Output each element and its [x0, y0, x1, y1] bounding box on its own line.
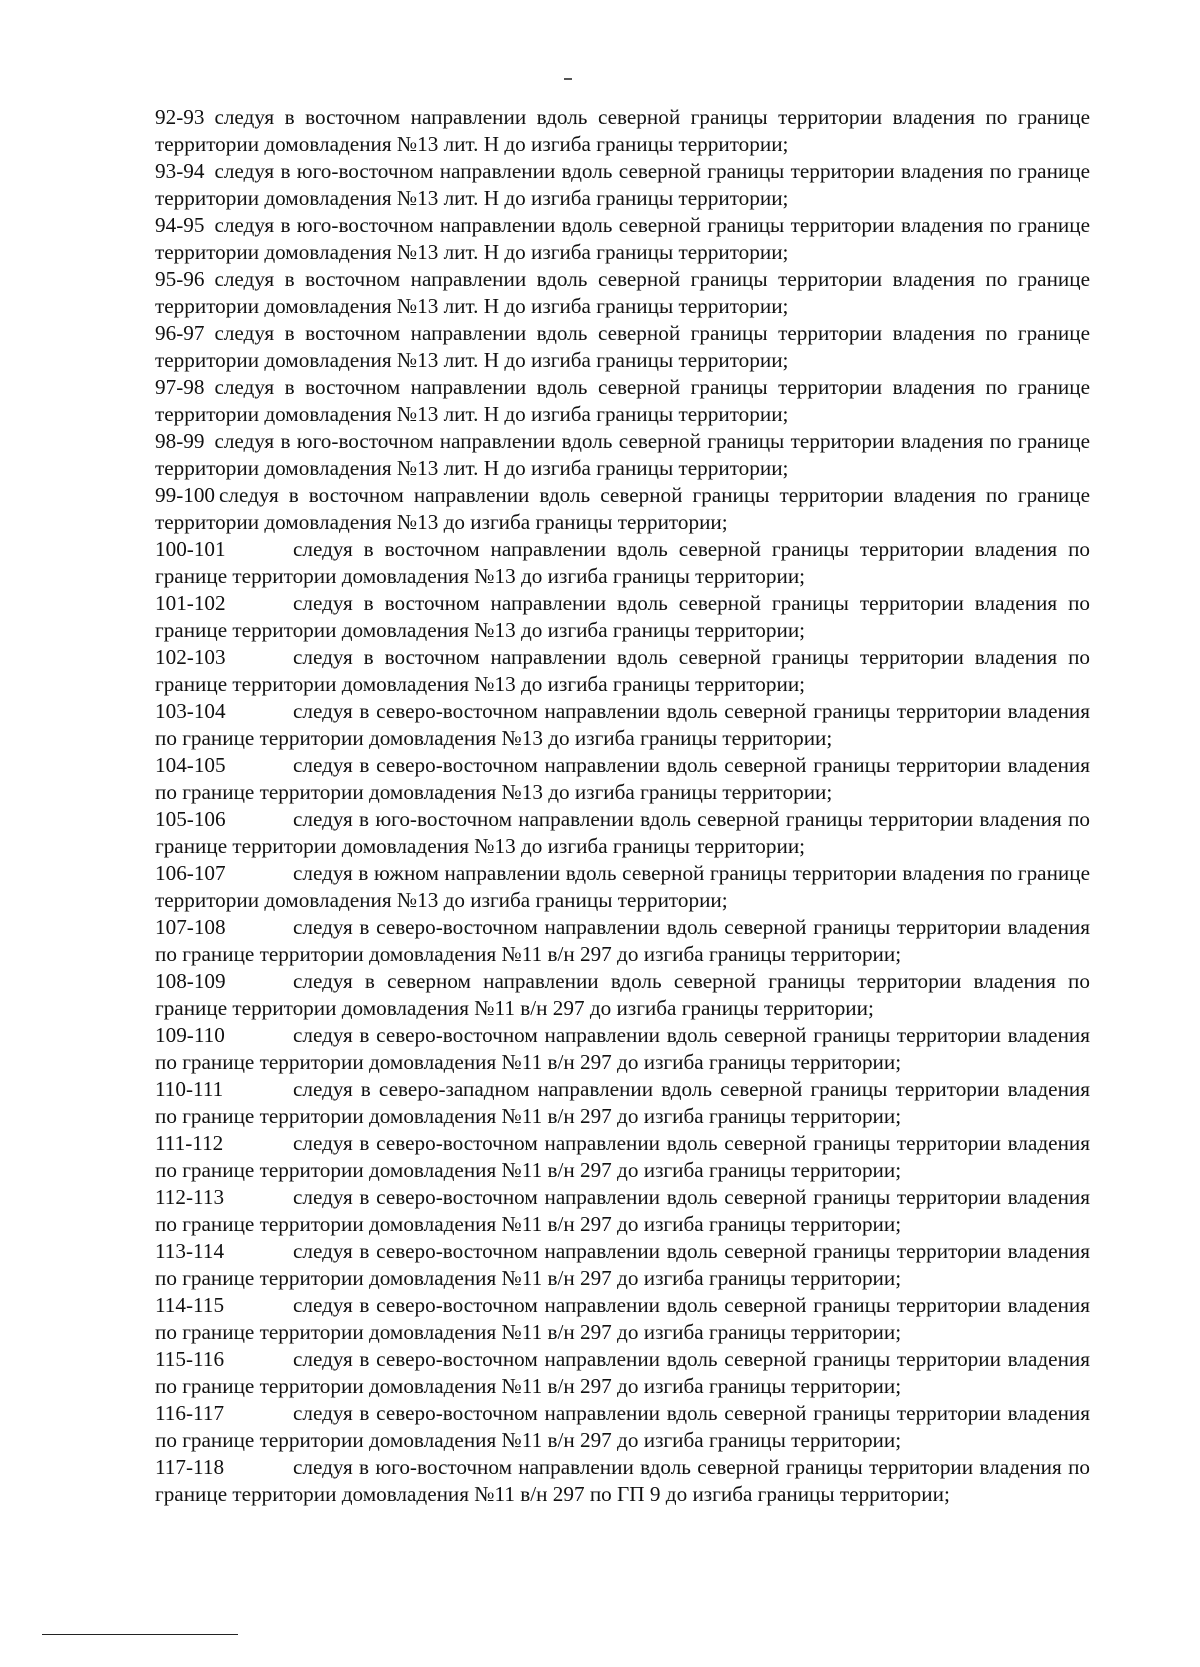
segment-description: следуя в северо-западном направлении вдоль северной границы территории владения по границе территории домовладения №11 в/н 297 до изгиба границы территории;	[155, 1077, 1090, 1128]
segment-number: 109-110	[155, 1023, 225, 1047]
segment-number: 93-94	[155, 159, 205, 183]
segment-number: 97-98	[155, 375, 205, 399]
segment-description: следуя в южном направлении вдоль северной границы территории владения по границе территории домовладения №13 до изгиба границы территории;	[155, 861, 1090, 912]
segment-description: следуя в северо-восточном направлении вдоль северной границы территории владения по границе территории домовладения №11 в/н 297 до изгиба границы территории;	[155, 1347, 1090, 1398]
boundary-entry	[155, 212, 1090, 266]
boundary-entry	[155, 482, 1090, 536]
boundary-entry	[155, 428, 1090, 482]
segment-description: следуя в северо-восточном направлении вдоль северной границы территории владения по границе территории домовладения №13 до изгиба границы территории;	[155, 699, 1090, 750]
segment-number: 108-109	[155, 969, 226, 993]
boundary-entry	[155, 752, 1090, 806]
segment-number: 104-105	[155, 753, 226, 777]
boundary-entry	[155, 1076, 1090, 1130]
segment-number: 106-107	[155, 861, 226, 885]
segment-description: следуя в восточном направлении вдоль северной границы территории владения по границе территории домовладения №13 лит. Н до изгиба границы территории;	[155, 375, 1090, 426]
segment-description: следуя в восточном направлении вдоль северной границы территории владения по границе территории домовладения №13 до изгиба границы территории;	[155, 537, 1090, 588]
segment-number: 96-97	[155, 321, 205, 345]
boundary-entry	[155, 374, 1090, 428]
segment-description: следуя в северо-восточном направлении вдоль северной границы территории владения по границе территории домовладения №11 в/н 297 до изгиба границы территории;	[155, 1293, 1090, 1344]
boundary-entry	[155, 266, 1090, 320]
boundary-entry	[155, 968, 1090, 1022]
segment-description: следуя в восточном направлении вдоль северной границы территории владения по границе территории домовладения №13 лит. Н до изгиба границы территории;	[155, 267, 1090, 318]
footnote-separator	[42, 1634, 238, 1635]
segment-description: следуя в северо-восточном направлении вдоль северной границы территории владения по границе территории домовладения №11 в/н 297 до изгиба границы территории;	[155, 1401, 1090, 1452]
boundary-entry	[155, 698, 1090, 752]
boundary-entry	[155, 320, 1090, 374]
segment-number: 98-99	[155, 429, 205, 453]
segment-description: следуя в юго-восточном направлении вдоль северной границы территории владения по границе территории домовладения №13 лит. Н до изгиба границы территории;	[155, 213, 1090, 264]
segment-number: 117-118	[155, 1455, 225, 1479]
boundary-entry	[155, 1346, 1090, 1400]
segment-number: 103-104	[155, 699, 226, 723]
segment-number: 102-103	[155, 645, 226, 669]
segment-description: следуя в юго-восточном направлении вдоль северной границы территории владения по границе территории домовладения №13 до изгиба границы территории;	[155, 807, 1090, 858]
boundary-entry	[155, 1454, 1090, 1508]
boundary-entry	[155, 1130, 1090, 1184]
boundary-entry	[155, 536, 1090, 590]
boundary-entry	[155, 914, 1090, 968]
segment-number: 112-113	[155, 1185, 225, 1209]
segment-description: следуя в северо-восточном направлении вдоль северной границы территории владения по границе территории домовладения №13 до изгиба границы территории;	[155, 753, 1090, 804]
segment-description: следуя в восточном направлении вдоль северной границы территории владения по границе территории домовладения №13 лит. Н до изгиба границы территории;	[155, 105, 1090, 156]
segment-description: следуя в восточном направлении вдоль северной границы территории владения по границе территории домовладения №13 до изгиба границы территории;	[155, 483, 1090, 534]
boundary-entry	[155, 806, 1090, 860]
boundary-entry	[155, 104, 1090, 158]
segment-description: следуя в восточном направлении вдоль северной границы территории владения по границе территории домовладения №13 лит. Н до изгиба границы территории;	[155, 321, 1090, 372]
boundary-entry	[155, 1184, 1090, 1238]
segment-description: следуя в северном направлении вдоль северной границы территории владения по границе территории домовладения №11 в/н 297 до изгиба границы территории;	[155, 969, 1090, 1020]
segment-number: 116-117	[155, 1401, 225, 1425]
segment-number: 114-115	[155, 1293, 225, 1317]
boundary-entry	[155, 158, 1090, 212]
segment-description: следуя в юго-восточном направлении вдоль северной границы территории владения по границе территории домовладения №11 в/н 297 по ГП 9 до изгиба границы территории;	[155, 1455, 1090, 1506]
boundary-description-list	[155, 104, 1090, 1508]
segment-number: 99-100	[155, 483, 216, 507]
segment-number: 115-116	[155, 1347, 225, 1371]
page-mark	[564, 78, 572, 80]
segment-description: следуя в восточном направлении вдоль северной границы территории владения по границе территории домовладения №13 до изгиба границы территории;	[155, 591, 1090, 642]
boundary-entry	[155, 1238, 1090, 1292]
segment-description: следуя в северо-восточном направлении вдоль северной границы территории владения по границе территории домовладения №11 в/н 297 до изгиба границы территории;	[155, 1185, 1090, 1236]
boundary-entry	[155, 860, 1090, 914]
segment-number: 100-101	[155, 537, 226, 561]
boundary-entry	[155, 644, 1090, 698]
segment-number: 101-102	[155, 591, 226, 615]
segment-description: следуя в северо-восточном направлении вдоль северной границы территории владения по границе территории домовладения №11 в/н 297 до изгиба границы территории;	[155, 1023, 1090, 1074]
boundary-entry	[155, 1400, 1090, 1454]
boundary-entry	[155, 1022, 1090, 1076]
segment-number: 107-108	[155, 915, 226, 939]
segment-number: 95-96	[155, 267, 205, 291]
segment-number: 113-114	[155, 1239, 225, 1263]
segment-description: следуя в северо-восточном направлении вдоль северной границы территории владения по границе территории домовладения №11 в/н 297 до изгиба границы территории;	[155, 1131, 1090, 1182]
segment-description: следуя в восточном направлении вдоль северной границы территории владения по границе территории домовладения №13 до изгиба границы территории;	[155, 645, 1090, 696]
segment-description: следуя в северо-восточном направлении вдоль северной границы территории владения по границе территории домовладения №11 в/н 297 до изгиба границы территории;	[155, 915, 1090, 966]
boundary-entry	[155, 590, 1090, 644]
segment-number: 94-95	[155, 213, 205, 237]
segment-number: 92-93	[155, 105, 205, 129]
segment-number: 111-112	[155, 1131, 224, 1155]
segment-number: 105-106	[155, 807, 226, 831]
segment-description: следуя в юго-восточном направлении вдоль северной границы территории владения по границе территории домовладения №13 лит. Н до изгиба границы территории;	[155, 159, 1090, 210]
boundary-entry	[155, 1292, 1090, 1346]
segment-description: следуя в северо-восточном направлении вдоль северной границы территории владения по границе территории домовладения №11 в/н 297 до изгиба границы территории;	[155, 1239, 1090, 1290]
segment-description: следуя в юго-восточном направлении вдоль северной границы территории владения по границе территории домовладения №13 лит. Н до изгиба границы территории;	[155, 429, 1090, 480]
segment-number: 110-111	[155, 1077, 224, 1101]
